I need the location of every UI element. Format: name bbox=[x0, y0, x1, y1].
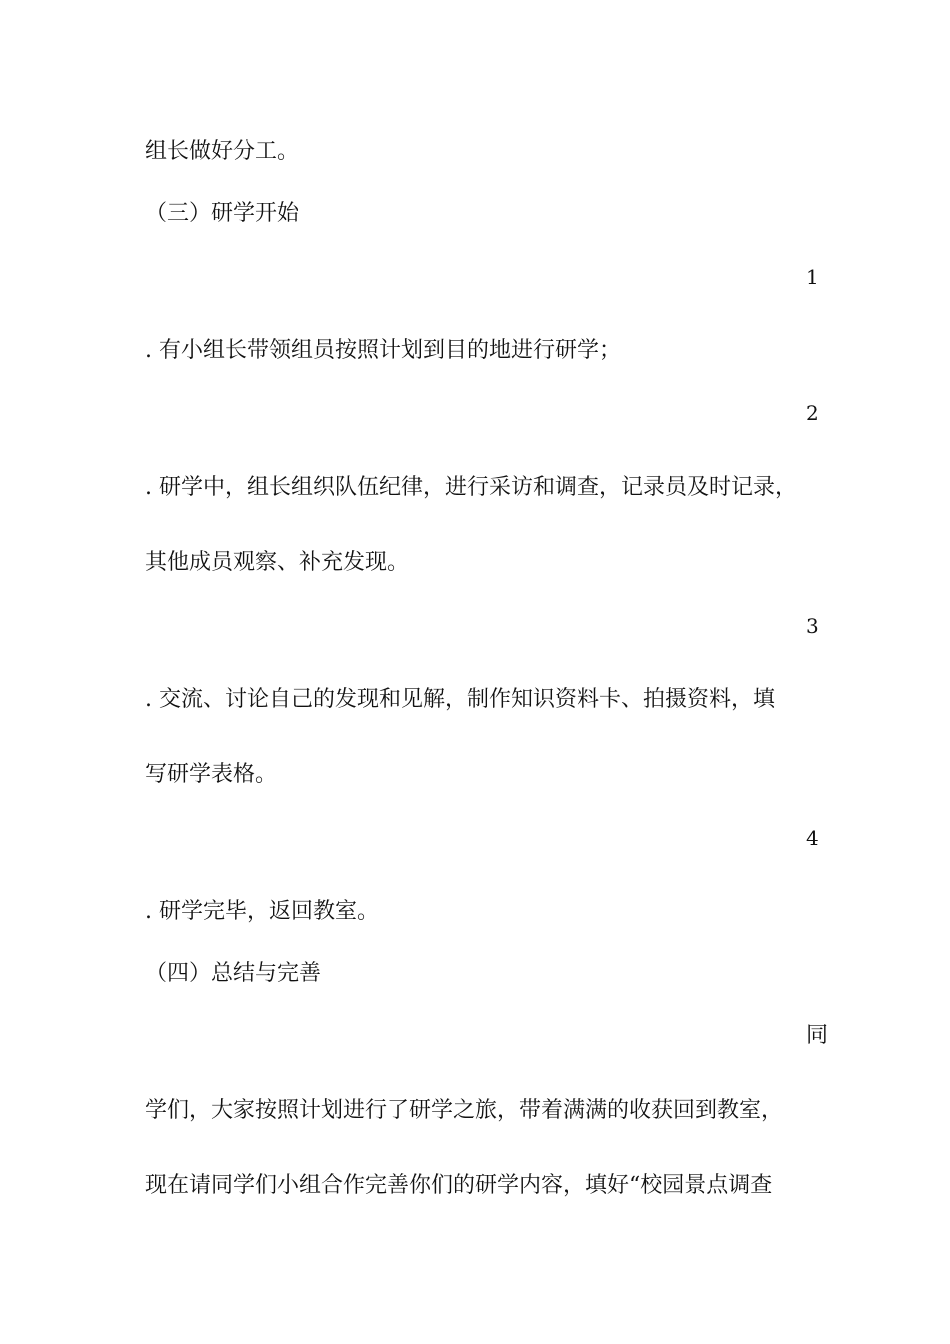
list-item-3-continuation: 写研学表格。 bbox=[145, 762, 278, 787]
list-item-3-text: . 交流、讨论自己的发现和见解，制作知识资料卡、拍摄资料，填 bbox=[145, 687, 775, 712]
item-number-3: 3 bbox=[806, 614, 819, 638]
list-item-4-text: . 研学完毕，返回教室。 bbox=[145, 899, 379, 924]
list-item-2-text: . 研学中，组长组织队伍纪律，进行采访和调查，记录员及时记录， bbox=[145, 475, 797, 500]
section-heading-3: （三）研学开始 bbox=[145, 201, 300, 226]
list-item-2-continuation: 其他成员观察、补充发现。 bbox=[145, 550, 410, 575]
item-number-4: 4 bbox=[806, 826, 819, 850]
item-number-2: 2 bbox=[806, 401, 819, 425]
summary-paragraph-line-1: 学们，大家按照计划进行了研学之旅，带着满满的收获回到教室， bbox=[145, 1098, 784, 1123]
item-number-1: 1 bbox=[806, 265, 819, 289]
paragraph-start-char: 同 bbox=[806, 1023, 829, 1048]
summary-paragraph-line-2: 现在请同学们小组合作完善你们的研学内容，填好“校园景点调查 bbox=[145, 1173, 773, 1198]
paragraph-line: 组长做好分工。 bbox=[145, 139, 300, 164]
section-heading-4: （四）总结与完善 bbox=[145, 961, 322, 986]
list-item-1-text: . 有小组长带领组员按照计划到目的地进行研学； bbox=[145, 338, 621, 363]
